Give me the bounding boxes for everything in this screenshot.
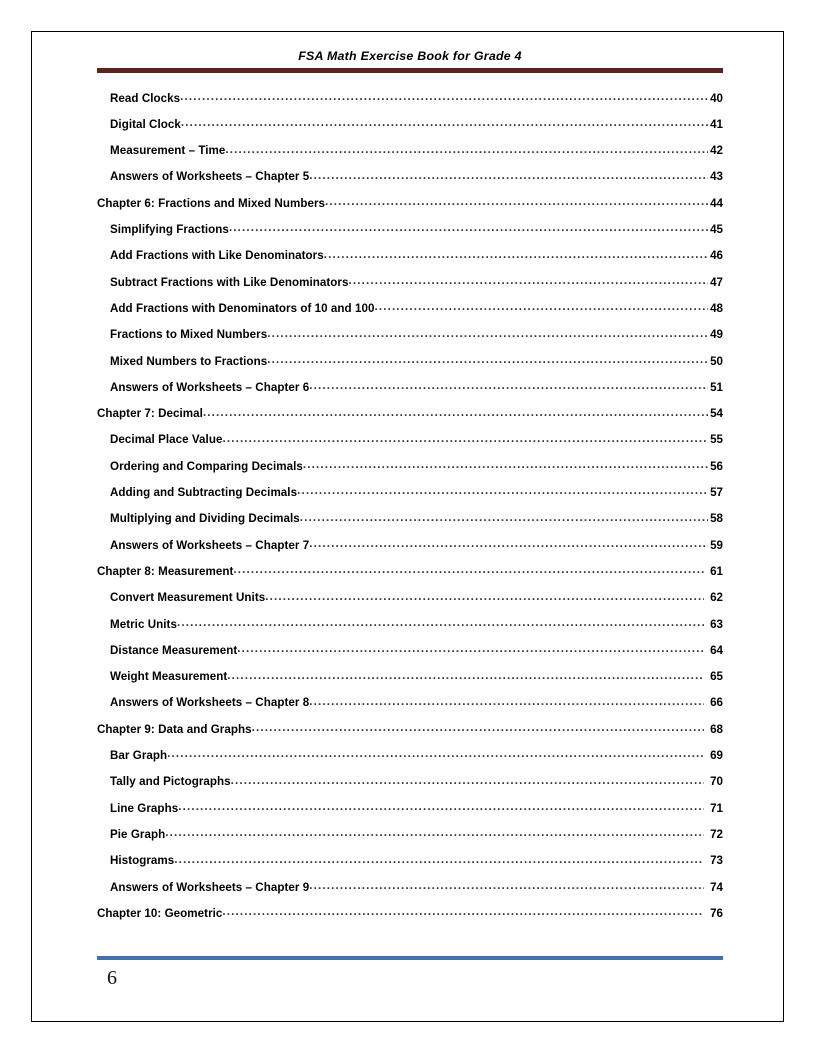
toc-entry-title: Answers of Worksheets – Chapter 5 [110,170,310,184]
toc-entry-title: Chapter 8: Measurement [97,564,234,578]
toc-entry-title: Mixed Numbers to Fractions [110,354,268,368]
toc-dot-leader [178,800,704,812]
toc-dot-leader [267,327,708,339]
toc-dot-leader [303,458,708,470]
toc-entry[interactable] [97,642,723,668]
toc-entry-title: Add Fractions with Denominators of 10 and 100 [110,301,375,315]
toc-entry[interactable] [97,905,723,931]
toc-dot-leader [203,406,708,418]
toc-dot-leader [309,537,708,549]
toc-dot-leader [309,169,708,181]
toc-entry-title: Ordering and Comparing Decimals [110,459,303,473]
toc-entry-page-number: 57 [710,486,723,500]
toc-dot-leader [265,590,704,602]
toc-entry-title: Chapter 10: Geometric [97,906,223,920]
toc-entry[interactable] [97,826,723,852]
toc-entry-page-number: 43 [710,170,723,184]
toc-entry-page-number: 72 [710,827,723,841]
toc-entry[interactable] [97,511,723,537]
toc-dot-leader [225,143,708,155]
toc-dot-leader [300,511,708,523]
toc-entry-page-number: 71 [710,801,723,815]
toc-dot-leader [324,248,708,260]
header-rule [97,68,723,73]
toc-entry-title: Answers of Worksheets – Chapter 6 [110,380,310,394]
toc-entry-page-number: 42 [710,144,723,158]
toc-dot-leader [231,774,704,786]
toc-entry-title: Read Clocks [110,91,181,105]
toc-dot-leader [309,695,704,707]
toc-entry[interactable] [97,327,723,353]
toc-entry-page-number: 64 [710,643,723,657]
toc-dot-leader [177,616,704,628]
toc-entry[interactable] [97,853,723,879]
toc-entry-page-number: 61 [710,564,723,578]
toc-dot-leader [165,826,704,838]
toc-entry-title: Chapter 6: Fractions and Mixed Numbers [97,196,326,210]
toc-entry-title: Subtract Fractions with Like Denominators [110,275,349,289]
toc-dot-leader [222,905,704,917]
toc-dot-leader [252,721,704,733]
toc-entry-title: Histograms [110,854,175,868]
toc-entry-page-number: 45 [710,223,723,237]
toc-entry[interactable] [97,116,723,142]
toc-entry-title: Metric Units [110,617,177,631]
toc-entry[interactable] [97,406,723,432]
toc-entry-page-number: 69 [710,749,723,763]
toc-entry[interactable] [97,747,723,773]
toc-entry-title: Distance Measurement [110,643,238,657]
toc-entry-page-number: 56 [710,459,723,473]
toc-entry-title: Multiplying and Dividing Decimals [110,512,300,526]
toc-entry-title: Digital Clock [110,117,181,131]
toc-entry-page-number: 41 [710,117,723,131]
toc-entry-title: Line Graphs [110,801,179,815]
toc-entry-page-number: 47 [710,275,723,289]
toc-entry-title: Add Fractions with Like Denominators [110,249,324,263]
toc-entry-title: Decimal Place Value [110,433,223,447]
toc-dot-leader [181,116,708,128]
toc-entry[interactable] [97,248,723,274]
toc-entry-page-number: 68 [710,722,723,736]
toc-entry-page-number: 70 [710,775,723,789]
toc-entry[interactable] [97,774,723,800]
toc-entry[interactable] [97,537,723,563]
toc-entry-page-number: 46 [710,249,723,263]
toc-dot-leader [267,353,708,365]
toc-entry[interactable] [97,563,723,589]
toc-entry-page-number: 55 [710,433,723,447]
toc-entry-title: Measurement – Time [110,144,226,158]
toc-entry-title: Answers of Worksheets – Chapter 7 [110,538,310,552]
toc-entry-title: Answers of Worksheets – Chapter 9 [110,880,310,894]
toc-entry[interactable] [97,379,723,405]
toc-entry-page-number: 76 [710,906,723,920]
toc-dot-leader [167,747,704,759]
toc-entry[interactable] [97,484,723,510]
toc-entry-page-number: 74 [710,880,723,894]
toc-entry-page-number: 44 [710,196,723,210]
page-frame [31,31,784,1022]
toc-entry-title: Convert Measurement Units [110,591,266,605]
toc-entry[interactable] [97,353,723,379]
toc-dot-leader [233,563,704,575]
document-footer [97,956,723,990]
toc-dot-leader [297,484,708,496]
table-of-contents [97,90,723,932]
toc-entry-page-number: 63 [710,617,723,631]
toc-entry-title: Answers of Worksheets – Chapter 8 [110,696,310,710]
toc-entry-title: Adding and Subtracting Decimals [110,486,298,500]
toc-entry-title: Weight Measurement [110,670,228,684]
toc-entry[interactable] [97,879,723,905]
toc-dot-leader [237,642,704,654]
toc-entry[interactable] [97,616,723,642]
toc-dot-leader [222,432,708,444]
toc-entry[interactable] [97,590,723,616]
toc-entry-page-number: 58 [710,512,723,526]
toc-entry[interactable] [97,721,723,747]
toc-entry[interactable] [97,143,723,169]
footer-rule [97,956,723,960]
toc-entry-page-number: 50 [710,354,723,368]
toc-entry-page-number: 51 [710,380,723,394]
toc-entry-title: Pie Graph [110,827,166,841]
page-number: 6 [107,967,117,989]
toc-dot-leader [180,90,708,102]
page-content-area [32,32,783,1021]
toc-dot-leader [227,669,704,681]
toc-dot-leader [374,300,708,312]
toc-entry[interactable] [97,458,723,484]
toc-dot-leader [325,195,708,207]
toc-entry[interactable] [97,432,723,458]
toc-dot-leader [348,274,708,286]
toc-entry-page-number: 65 [710,670,723,684]
toc-dot-leader [229,221,708,233]
toc-entry-title: Chapter 9: Data and Graphs [97,722,252,736]
toc-entry-title: Bar Graph [110,749,168,763]
header-title: FSA Math Exercise Book for Grade 4 [298,49,522,63]
toc-entry-page-number: 73 [710,854,723,868]
toc-dot-leader [309,879,704,891]
toc-entry-page-number: 62 [710,591,723,605]
toc-entry[interactable] [97,695,723,721]
toc-entry-page-number: 59 [710,538,723,552]
document-header [97,48,723,73]
toc-entry[interactable] [97,90,723,116]
toc-entry-title: Simplifying Fractions [110,223,229,237]
toc-entry-title: Chapter 7: Decimal [97,407,203,421]
toc-entry[interactable] [97,221,723,247]
toc-entry[interactable] [97,195,723,221]
toc-entry-title: Fractions to Mixed Numbers [110,328,268,342]
toc-entry[interactable] [97,169,723,195]
toc-entry-page-number: 66 [710,696,723,710]
toc-entry-page-number: 48 [710,301,723,315]
toc-entry-page-number: 54 [710,407,723,421]
toc-entry-title: Tally and Pictographs [110,775,231,789]
toc-entry[interactable] [97,800,723,826]
toc-entry-page-number: 40 [710,91,723,105]
toc-entry[interactable] [97,274,723,300]
toc-dot-leader [174,853,704,865]
toc-entry[interactable] [97,669,723,695]
toc-entry[interactable] [97,300,723,326]
toc-dot-leader [309,379,708,391]
toc-entry-page-number: 49 [710,328,723,342]
